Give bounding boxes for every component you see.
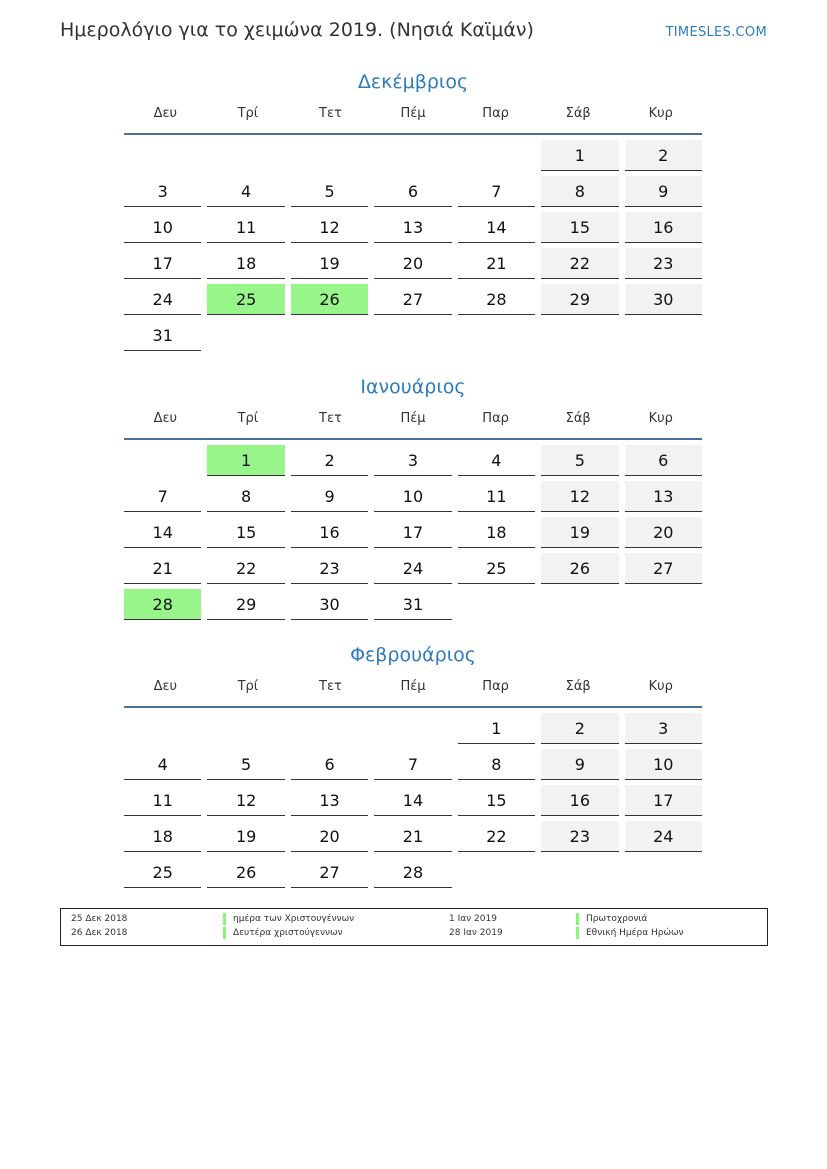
day-cell: 6 xyxy=(291,749,368,780)
legend-date: 25 Δεκ 2018 xyxy=(71,914,128,924)
weekday-label: Κυρ xyxy=(648,679,673,694)
day-cell: 23 xyxy=(291,553,368,584)
day-cell: 9 xyxy=(291,481,368,512)
empty-cell xyxy=(207,320,284,350)
day-cell: 3 xyxy=(374,445,451,476)
day-cell: 24 xyxy=(625,821,702,852)
day-cell: 10 xyxy=(374,481,451,512)
day-cell: 8 xyxy=(458,749,535,780)
day-cell: 1 xyxy=(541,140,618,171)
week-row xyxy=(124,713,702,749)
day-cell: 12 xyxy=(291,212,368,243)
week-row xyxy=(124,445,702,481)
weekday-label: Τετ xyxy=(319,679,342,694)
day-cell: 13 xyxy=(374,212,451,243)
weekday-label: Σάβ xyxy=(565,679,591,694)
empty-cell xyxy=(541,857,618,887)
weekday-label: Πέμ xyxy=(400,679,426,694)
empty-cell xyxy=(625,589,702,619)
day-cell: 15 xyxy=(207,517,284,548)
day-cell: 18 xyxy=(124,821,201,852)
day-cell: 30 xyxy=(291,589,368,620)
day-cell: 9 xyxy=(625,176,702,207)
week-row xyxy=(124,517,702,553)
weekday-label: Σάβ xyxy=(565,106,591,121)
weekday-label: Τετ xyxy=(319,106,342,121)
month-block xyxy=(124,68,702,356)
day-cell: 25 xyxy=(458,553,535,584)
day-cell: 26 xyxy=(291,284,368,315)
weekday-label: Δευ xyxy=(153,679,178,694)
empty-cell xyxy=(458,857,535,887)
day-cell: 26 xyxy=(207,857,284,888)
week-row xyxy=(124,785,702,821)
month-title: Φεβρουάριος xyxy=(350,644,476,666)
day-cell: 10 xyxy=(625,749,702,780)
day-cell: 1 xyxy=(207,445,284,476)
month-title: Ιανουάριος xyxy=(360,376,466,398)
weekday-header xyxy=(124,106,702,126)
day-cell: 27 xyxy=(625,553,702,584)
header-divider xyxy=(124,706,702,708)
empty-cell xyxy=(625,320,702,350)
day-cell: 7 xyxy=(458,176,535,207)
empty-cell xyxy=(541,589,618,619)
day-cell: 5 xyxy=(541,445,618,476)
empty-cell xyxy=(291,320,368,350)
empty-cell xyxy=(207,140,284,170)
day-cell: 7 xyxy=(124,481,201,512)
day-cell: 8 xyxy=(541,176,618,207)
empty-cell xyxy=(124,445,201,475)
day-cell: 28 xyxy=(374,857,451,888)
weekday-header xyxy=(124,679,702,699)
day-cell: 29 xyxy=(207,589,284,620)
weekday-label: Κυρ xyxy=(648,411,673,426)
weekday-header xyxy=(124,411,702,431)
day-cell: 8 xyxy=(207,481,284,512)
day-cell: 11 xyxy=(458,481,535,512)
day-cell: 17 xyxy=(625,785,702,816)
day-cell: 30 xyxy=(625,284,702,315)
day-cell: 19 xyxy=(207,821,284,852)
day-cell: 5 xyxy=(291,176,368,207)
week-row xyxy=(124,553,702,589)
weekday-label: Πέμ xyxy=(400,411,426,426)
empty-cell xyxy=(541,320,618,350)
day-cell: 22 xyxy=(541,248,618,279)
month-block xyxy=(124,373,702,625)
day-cell: 17 xyxy=(374,517,451,548)
weekday-label: Τρί xyxy=(237,679,259,694)
day-cell: 24 xyxy=(124,284,201,315)
day-cell: 10 xyxy=(124,212,201,243)
day-cell: 9 xyxy=(541,749,618,780)
empty-cell xyxy=(458,589,535,619)
empty-cell xyxy=(124,140,201,170)
legend-holiday-name: Δευτέρα χριστούγεννων xyxy=(223,927,343,939)
day-cell: 23 xyxy=(625,248,702,279)
weekday-label: Πέμ xyxy=(400,106,426,121)
legend-date: 26 Δεκ 2018 xyxy=(71,928,128,938)
day-cell: 28 xyxy=(458,284,535,315)
empty-cell xyxy=(207,713,284,743)
day-cell: 19 xyxy=(291,248,368,279)
legend-date: 1 Ιαν 2019 xyxy=(449,914,497,924)
day-cell: 15 xyxy=(541,212,618,243)
weekday-label: Κυρ xyxy=(648,106,673,121)
weekday-label: Παρ xyxy=(482,411,509,426)
day-cell: 20 xyxy=(374,248,451,279)
header-divider xyxy=(124,133,702,135)
day-cell: 21 xyxy=(124,553,201,584)
day-cell: 2 xyxy=(625,140,702,171)
day-cell: 22 xyxy=(458,821,535,852)
empty-cell xyxy=(374,140,451,170)
day-cell: 15 xyxy=(458,785,535,816)
week-row xyxy=(124,248,702,284)
day-cell: 6 xyxy=(625,445,702,476)
day-cell: 24 xyxy=(374,553,451,584)
day-cell: 21 xyxy=(374,821,451,852)
day-cell: 12 xyxy=(541,481,618,512)
day-cell: 16 xyxy=(541,785,618,816)
header-divider xyxy=(124,438,702,440)
day-cell: 19 xyxy=(541,517,618,548)
weekday-label: Δευ xyxy=(153,106,178,121)
day-cell: 14 xyxy=(458,212,535,243)
empty-cell xyxy=(291,140,368,170)
day-cell: 3 xyxy=(124,176,201,207)
week-row xyxy=(124,212,702,248)
empty-cell xyxy=(458,320,535,350)
week-row xyxy=(124,140,702,176)
day-cell: 4 xyxy=(458,445,535,476)
brand-logo-text[interactable]: TIMESLES.COM xyxy=(665,25,767,40)
day-cell: 26 xyxy=(541,553,618,584)
legend-date: 28 Ιαν 2019 xyxy=(449,928,503,938)
day-cell: 18 xyxy=(458,517,535,548)
day-cell: 1 xyxy=(458,713,535,744)
day-cell: 16 xyxy=(625,212,702,243)
day-cell: 12 xyxy=(207,785,284,816)
week-row xyxy=(124,857,702,893)
empty-cell xyxy=(625,857,702,887)
month-title: Δεκέμβριος xyxy=(357,71,469,93)
day-cell: 27 xyxy=(374,284,451,315)
weekday-label: Δευ xyxy=(153,411,178,426)
empty-cell xyxy=(291,713,368,743)
day-cell: 3 xyxy=(625,713,702,744)
day-cell: 25 xyxy=(124,857,201,888)
day-cell: 22 xyxy=(207,553,284,584)
week-row xyxy=(124,284,702,320)
week-row xyxy=(124,589,702,625)
legend-holiday-name: Πρωτοχρονιά xyxy=(576,913,647,925)
empty-cell xyxy=(458,140,535,170)
day-cell: 17 xyxy=(124,248,201,279)
day-cell: 6 xyxy=(374,176,451,207)
week-row xyxy=(124,481,702,517)
month-block xyxy=(124,641,702,893)
day-cell: 31 xyxy=(124,320,201,351)
day-cell: 4 xyxy=(207,176,284,207)
day-cell: 18 xyxy=(207,248,284,279)
day-cell: 2 xyxy=(541,713,618,744)
day-cell: 11 xyxy=(207,212,284,243)
week-row xyxy=(124,749,702,785)
weekday-label: Παρ xyxy=(482,106,509,121)
day-cell: 13 xyxy=(291,785,368,816)
legend-holiday-name: ημέρα των Χριστουγέννων xyxy=(223,913,354,925)
weekday-label: Παρ xyxy=(482,679,509,694)
day-cell: 4 xyxy=(124,749,201,780)
empty-cell xyxy=(374,713,451,743)
weekday-label: Τρί xyxy=(237,411,259,426)
legend-holiday-name: Εθνική Ημέρα Ηρώων xyxy=(576,927,684,939)
day-cell: 29 xyxy=(541,284,618,315)
day-cell: 20 xyxy=(625,517,702,548)
day-cell: 28 xyxy=(124,589,201,620)
day-cell: 14 xyxy=(374,785,451,816)
day-cell: 16 xyxy=(291,517,368,548)
day-cell: 11 xyxy=(124,785,201,816)
empty-cell xyxy=(374,320,451,350)
empty-cell xyxy=(124,713,201,743)
week-row xyxy=(124,821,702,857)
day-cell: 21 xyxy=(458,248,535,279)
day-cell: 31 xyxy=(374,589,451,620)
weekday-label: Σάβ xyxy=(565,411,591,426)
day-cell: 25 xyxy=(207,284,284,315)
day-cell: 2 xyxy=(291,445,368,476)
day-cell: 14 xyxy=(124,517,201,548)
day-cell: 20 xyxy=(291,821,368,852)
day-cell: 5 xyxy=(207,749,284,780)
weekday-label: Τρί xyxy=(237,106,259,121)
weekday-label: Τετ xyxy=(319,411,342,426)
page-title: Ημερολόγιο για το χειμώνα 2019. (Νησιά Καϊμάν) xyxy=(60,19,534,41)
day-cell: 7 xyxy=(374,749,451,780)
week-row xyxy=(124,176,702,212)
day-cell: 27 xyxy=(291,857,368,888)
day-cell: 13 xyxy=(625,481,702,512)
week-row xyxy=(124,320,702,356)
day-cell: 23 xyxy=(541,821,618,852)
holiday-legend xyxy=(60,908,768,946)
